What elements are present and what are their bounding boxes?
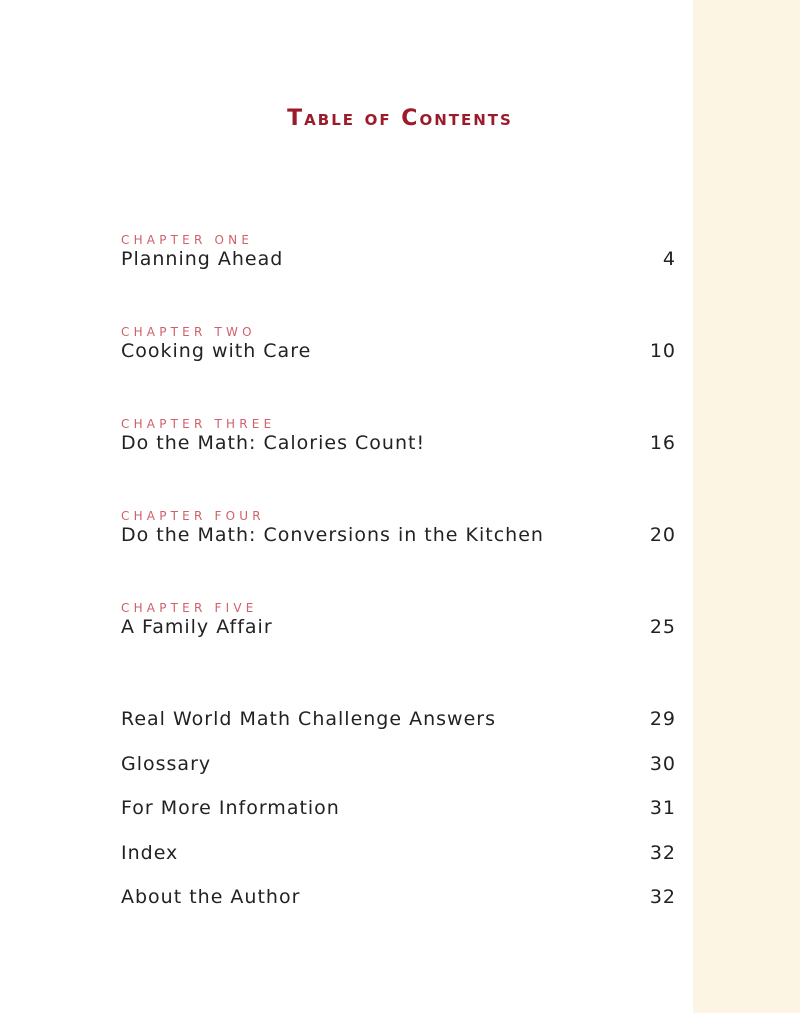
page-number: 30 [649, 753, 676, 775]
chapter-entry-4[interactable] [121, 508, 676, 546]
chapter-title: Planning Ahead [121, 248, 284, 270]
chapter-title: A Family Affair [121, 616, 273, 638]
chapter-title: Cooking with Care [121, 340, 312, 362]
chapter-entry-1[interactable] [121, 232, 676, 270]
side-margin-strip [693, 0, 800, 1013]
chapter-entry-5[interactable] [121, 600, 676, 638]
chapter-label: CHAPTER FOUR [121, 509, 265, 523]
chapter-label: CHAPTER THREE [121, 417, 276, 431]
entry-title: Glossary [121, 753, 212, 775]
page-number: 16 [649, 432, 676, 454]
page-number: 10 [649, 340, 676, 362]
chapter-label: CHAPTER FIVE [121, 601, 258, 615]
entry-title: About the Author [121, 886, 301, 908]
chapter-title: Do the Math: Calories Count! [121, 432, 426, 454]
entry-title: Real World Math Challenge Answers [121, 708, 496, 730]
page-title: Table of Contents [287, 106, 513, 131]
page-number: 32 [649, 842, 676, 864]
back-matter-entry-more-info[interactable] [121, 797, 676, 819]
back-matter-entry-glossary[interactable] [121, 753, 676, 775]
back-matter-entry-index[interactable] [121, 842, 676, 864]
page-number: 31 [649, 797, 676, 819]
chapter-entry-2[interactable] [121, 324, 676, 362]
back-matter-entry-answers[interactable] [121, 708, 676, 730]
chapter-label: CHAPTER TWO [121, 325, 256, 339]
entry-title: Index [121, 842, 179, 864]
entry-title: For More Information [121, 797, 340, 819]
back-matter-entry-author[interactable] [121, 886, 676, 908]
page-number: 29 [649, 708, 676, 730]
page-number: 4 [662, 248, 676, 270]
chapter-label: CHAPTER ONE [121, 233, 254, 247]
chapter-title: Do the Math: Conversions in the Kitchen [121, 524, 544, 546]
page-number: 20 [649, 524, 676, 546]
page-number: 25 [649, 616, 676, 638]
chapter-entry-3[interactable] [121, 416, 676, 454]
page-number: 32 [649, 886, 676, 908]
